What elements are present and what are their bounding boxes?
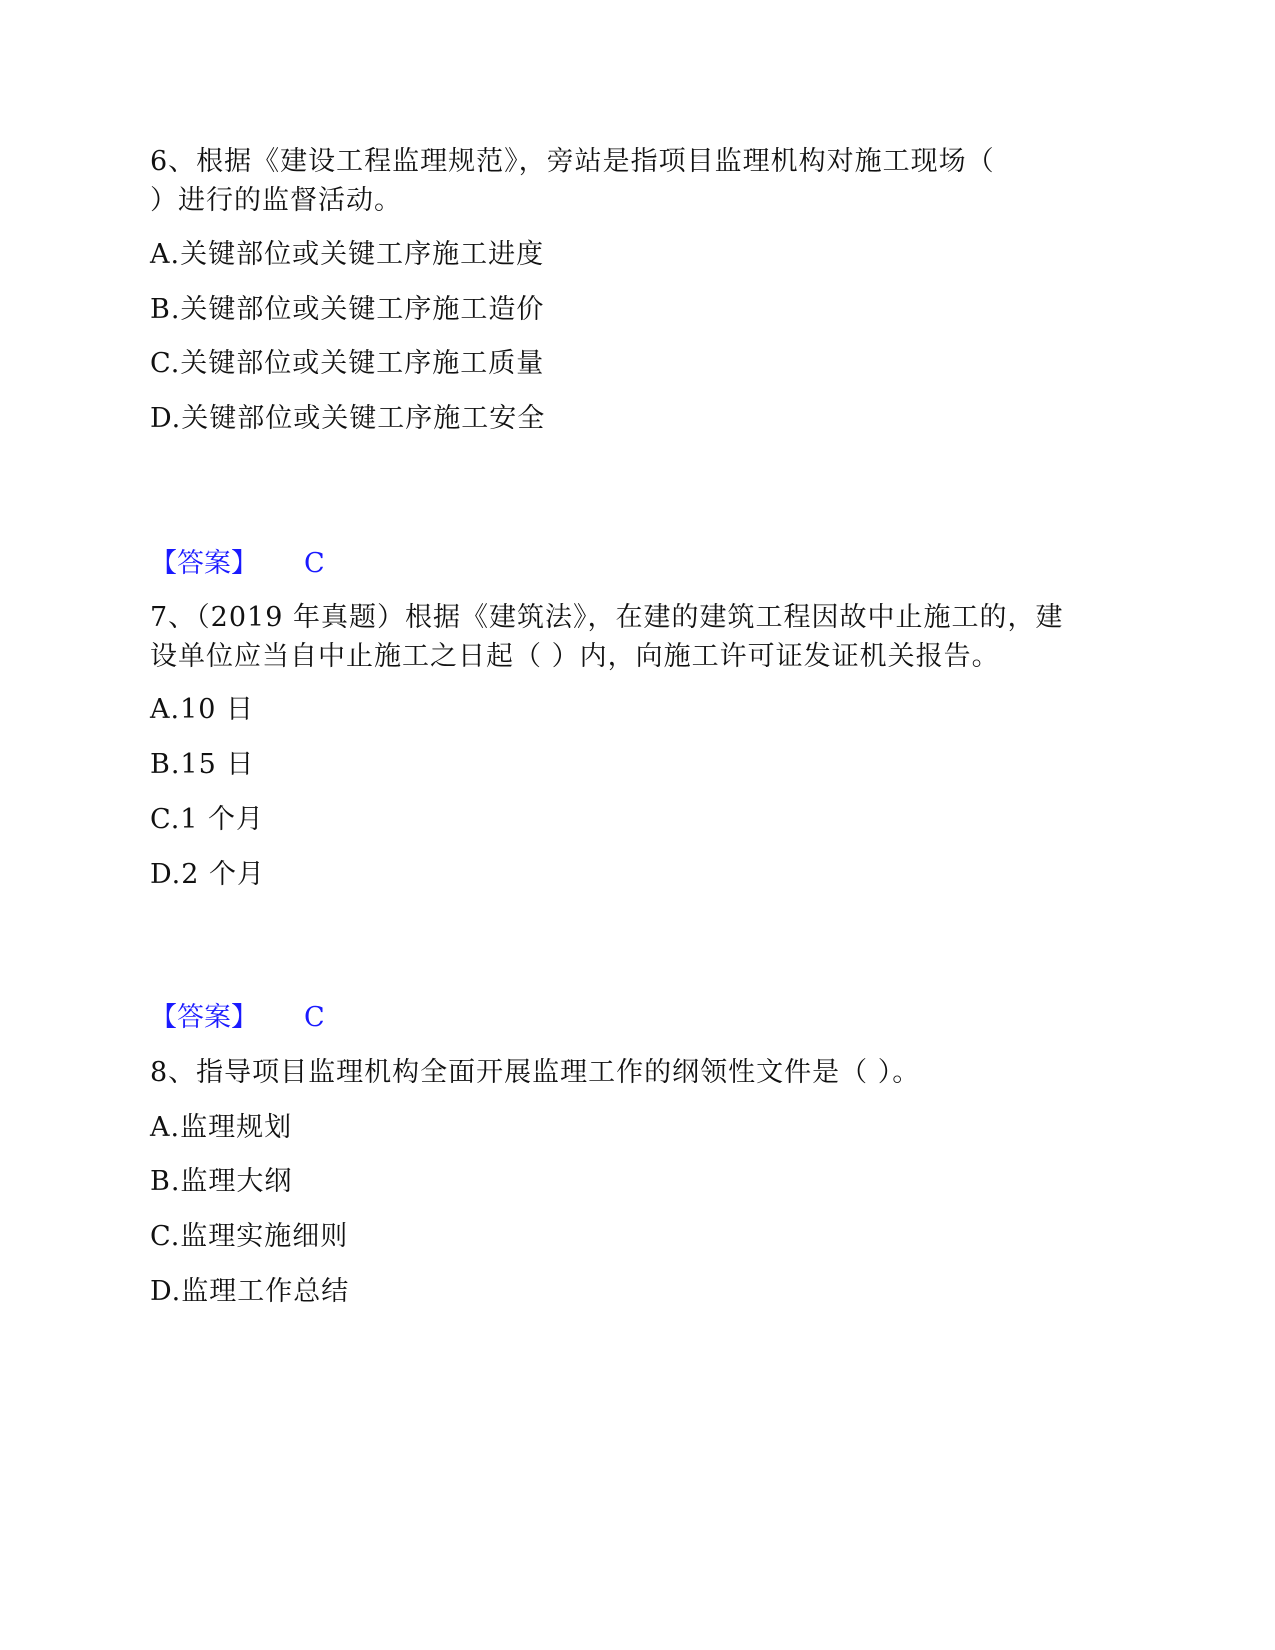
answer-label: 【答案】 — [150, 1002, 258, 1033]
answer-value: C — [304, 1002, 325, 1033]
question-7-stem-line-1: 7、（2019 年真题）根据《建筑法》，在建的建筑工程因故中止施工的，建 — [150, 602, 1064, 633]
answer-value: C — [304, 548, 325, 579]
question-7-answer — [150, 1000, 325, 1036]
question-8-option-b: B.监理大纲 — [150, 1166, 293, 1197]
question-7-option-d: D.2 个月 — [150, 859, 266, 890]
question-6-option-a: A.关键部位或关键工序施工进度 — [150, 239, 545, 270]
question-8-option-c: C.监理实施细则 — [150, 1221, 349, 1252]
question-8-option-a: A.监理规划 — [150, 1112, 293, 1143]
question-6-option-d: D.关键部位或关键工序施工安全 — [150, 403, 546, 434]
question-6-stem-line-2: ）进行的监督活动。 — [150, 185, 402, 216]
answer-label: 【答案】 — [150, 548, 258, 579]
question-8-option-d: D.监理工作总结 — [150, 1276, 350, 1307]
question-7-option-c: C.1 个月 — [150, 804, 265, 835]
question-6-answer — [150, 546, 325, 582]
question-6-stem-line-1: 6、根据《建设工程监理规范》，旁站是指项目监理机构对施工现场（ — [150, 146, 995, 177]
question-7-option-b: B.15 日 — [150, 749, 255, 780]
question-7-stem-line-2: 设单位应当自中止施工之日起（ ）内，向施工许可证发证机关报告。 — [150, 641, 1000, 672]
question-6-option-c: C.关键部位或关键工序施工质量 — [150, 348, 545, 379]
question-7-option-a: A.10 日 — [150, 694, 255, 725]
question-8-stem-line-1: 8、指导项目监理机构全面开展监理工作的纲领性文件是（ ）。 — [150, 1057, 921, 1088]
question-6-option-b: B.关键部位或关键工序施工造价 — [150, 294, 545, 325]
